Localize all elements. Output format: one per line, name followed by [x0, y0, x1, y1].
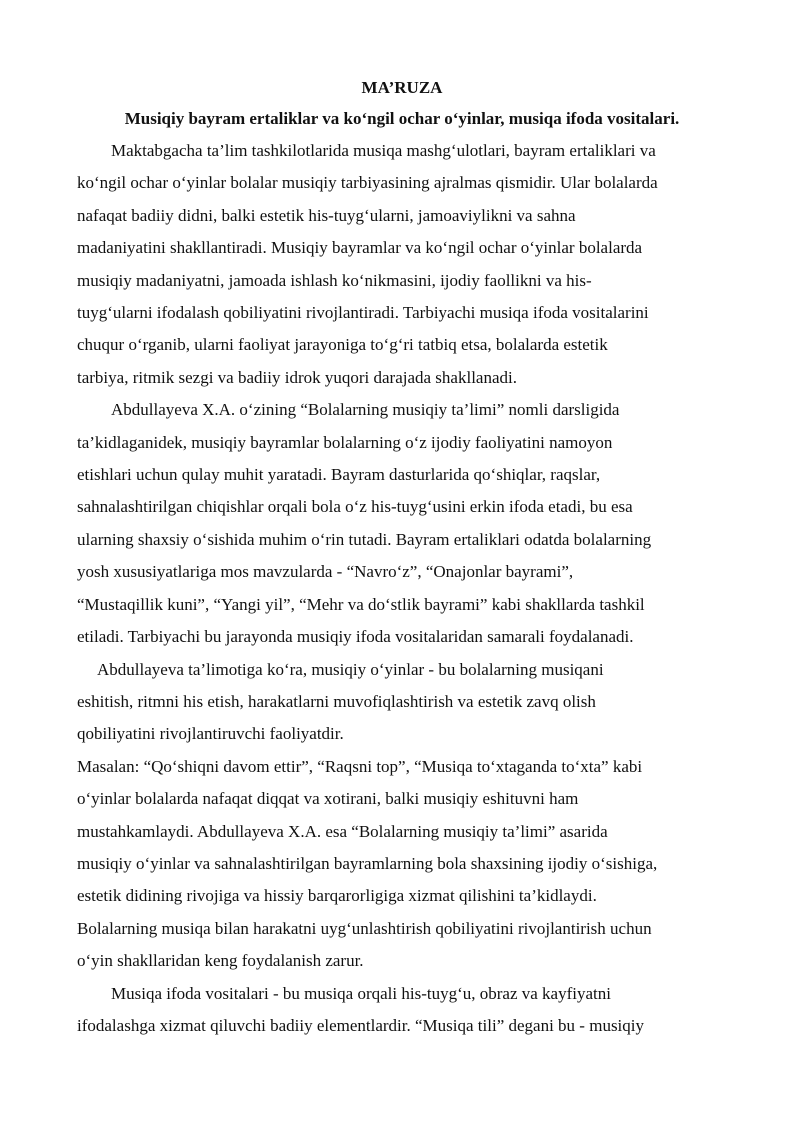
text-line: Abdullayeva ta’limotiga ko‘ra, musiqiy o‘yinlar - bu bolalarning musiqani: [97, 659, 604, 679]
text-line: ularning shaxsiy o‘sishida muhim o‘rin tutadi. Bayram ertaliklari odatda bolalarning: [77, 529, 652, 549]
paragraph-5: [77, 978, 727, 1043]
text-line: o‘yin shakllaridan keng foydalanish zarur.: [77, 951, 364, 971]
text-line: tarbiya, ritmik sezgi va badiiy idrok yuqori darajada shakllanadi.: [77, 367, 517, 387]
document-page: [77, 74, 727, 1042]
text-line: ta’kidlaganidek, musiqiy bayramlar bolalarning o‘z ijodiy faoliyatini namoyon: [77, 432, 613, 452]
text-line: musiqiy o‘yinlar va sahnalashtirilgan bayramlarning bola shaxsining ijodiy o‘sishiga,: [77, 853, 658, 873]
text-line: musiqiy madaniyatni, jamoada ishlash ko‘nikmasini, ijodiy faollikni va his-: [77, 270, 592, 290]
text-line: eshitish, ritmni his etish, harakatlarni muvofiqlashtirish va estetik zavq olish: [77, 691, 596, 711]
text-line: Abdullayeva X.A. o‘zining “Bolalarning musiqiy ta’limi” nomli darsligida: [111, 400, 620, 420]
text-line: etishlari uchun qulay muhit yaratadi. Bayram dasturlarida qo‘shiqlar, raqslar,: [77, 465, 601, 485]
text-line: o‘yinlar bolalarda nafaqat diqqat va xotirani, balki musiqiy eshituvni ham: [77, 789, 579, 809]
text-line: Masalan: “Qo‘shiqni davom ettir”, “Raqsni top”, “Musiqa to‘xtaganda to‘xta” kabi: [77, 756, 643, 776]
text-line: madaniyatini shakllantiradi. Musiqiy bayramlar va ko‘ngil ochar o‘yinlar bolalarda: [77, 238, 643, 258]
text-line: ko‘ngil ochar o‘yinlar bolalar musiqiy tarbiyasining ajralmas qismidir. Ular bolalarda: [77, 173, 658, 193]
text-line: Bolalarning musiqa bilan harakatni uyg‘unlashtirish qobiliyatini rivojlantirish uchun: [77, 918, 652, 938]
text-line: chuqur o‘rganib, ularni faoliyat jarayoniga to‘g‘ri tatbiq etsa, bolalarda estetik: [77, 335, 608, 355]
paragraph-1: [77, 135, 727, 394]
text-line: nafaqat badiiy didni, balki estetik his-tuyg‘ularni, jamoaviylikni va sahna: [77, 205, 576, 225]
text-line: ifodalashga xizmat qiluvchi badiiy elementlardir. “Musiqa tili” degani bu - musiqiy: [77, 1015, 645, 1035]
text-line: estetik didining rivojiga va hissiy barqarorligiga xizmat qilishini ta’kidlaydi.: [77, 886, 597, 906]
text-line: Maktabgacha ta’lim tashkilotlarida musiqa mashg‘ulotlari, bayram ertaliklari va: [111, 141, 656, 160]
text-line: etiladi. Tarbiyachi bu jarayonda musiqiy ifoda vositalaridan samarali foydalanadi.: [77, 627, 634, 647]
lecture-subtitle: Musiqiy bayram ertaliklar va ko‘ngil ochar o‘yinlar, musiqa ifoda vositalari.: [124, 109, 680, 128]
text-line: qobiliyatini rivojlantiruvchi faoliyatdir.: [77, 724, 344, 744]
text-line: tuyg‘ularni ifodalash qobiliyatini rivojlantiradi. Tarbiyachi musiqa ifoda vositalarini: [77, 303, 649, 323]
text-line: “Mustaqillik kuni”, “Yangi yil”, “Mehr va do‘stlik bayrami” kabi shakllarda tashkil: [77, 594, 645, 614]
paragraph-4: [77, 751, 727, 978]
text-line: sahnalashtirilgan chiqishlar orqali bola o‘z his-tuyg‘usini erkin ifoda etadi, bu esa: [77, 497, 633, 517]
paragraph-2: [77, 394, 727, 653]
text-line: Musiqa ifoda vositalari - bu musiqa orqali his-tuyg‘u, obraz va kayfiyatni: [111, 983, 611, 1003]
text-line: mustahkamlaydi. Abdullayeva X.A. esa “Bolalarning musiqiy ta’limi” asarida: [77, 821, 608, 841]
lecture-title: MA’RUZA: [361, 78, 443, 97]
text-line: yosh xususiyatlariga mos mavzularda - “Navro‘z”, “Onajonlar bayrami”,: [77, 562, 574, 582]
paragraph-3: [77, 654, 727, 751]
